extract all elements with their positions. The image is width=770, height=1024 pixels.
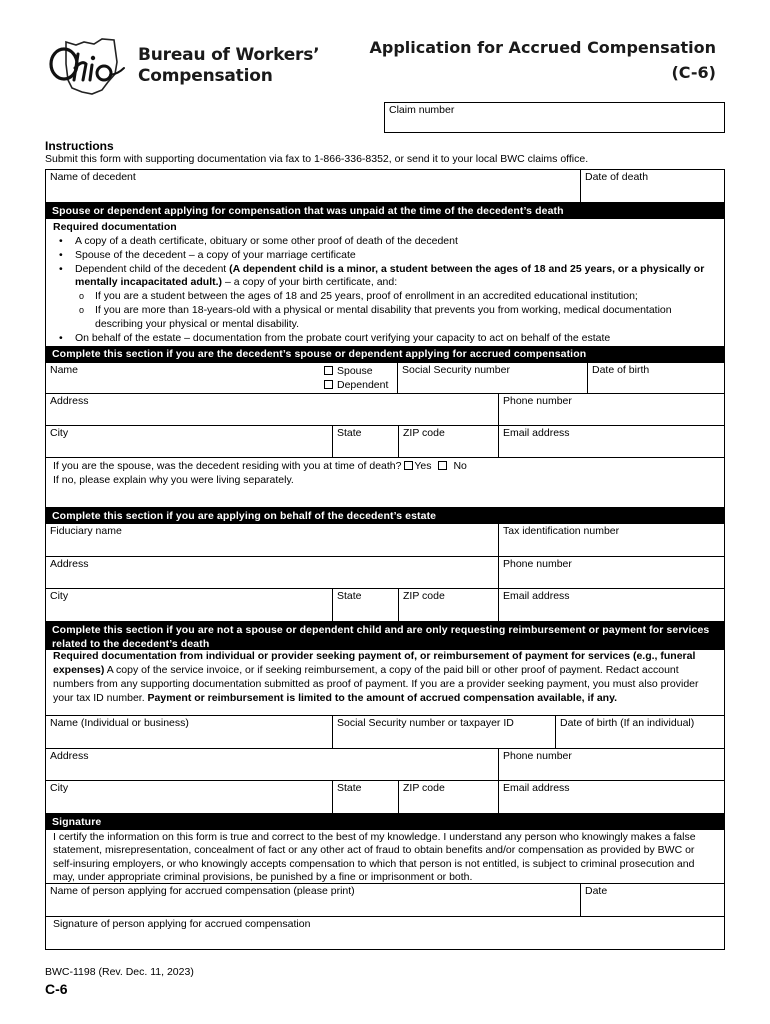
signature-date-field[interactable] <box>581 884 724 916</box>
spouse-req-block <box>45 219 725 346</box>
signature-label: Signature of person applying for accrued compensation <box>53 918 311 930</box>
other-req-limit: Payment or reimbursement is limited to the amount of accrued compensation available, if any. <box>147 691 618 704</box>
other-city-row <box>45 781 725 814</box>
other-req-block <box>45 650 725 715</box>
relationship-checks <box>324 364 388 392</box>
estate-address-row <box>45 557 725 589</box>
estate-city-row <box>45 589 725 622</box>
taxpayer-id-field[interactable] <box>333 716 556 748</box>
checkbox-icon <box>438 461 447 470</box>
applicant-name-row <box>45 883 725 917</box>
phone-label: Phone number <box>503 395 572 407</box>
email-field[interactable] <box>499 426 724 457</box>
checkbox-icon <box>404 461 413 470</box>
other-section-bar: Complete this section if you are not a spouse or dependent child and are only requesting reimbursement or payment for services related to the decedent’s death <box>45 622 725 650</box>
other-name-field[interactable] <box>46 716 333 748</box>
sub-list-item: o If you are a student between the ages of 18 and 25 years, proof of enrollment in an accredited educational institution; <box>75 290 717 304</box>
email-label: Email address <box>503 590 570 602</box>
city-label: City <box>50 590 69 602</box>
dependent-checkbox[interactable]: Dependent <box>324 378 388 392</box>
date-of-death-field[interactable] <box>581 170 724 202</box>
form-id: BWC-1198 (Rev. Dec. 11, 2023) <box>45 966 194 978</box>
date-of-death-label: Date of death <box>585 171 649 183</box>
spouse-city-row <box>45 426 725 458</box>
zip-field[interactable] <box>399 589 499 621</box>
address-field[interactable] <box>46 749 499 780</box>
signature-bar: Signature <box>45 814 725 830</box>
residing-question <box>53 460 717 474</box>
taxpayer-id-label: Social Security number or taxpayer ID <box>337 717 514 729</box>
other-address-row <box>45 749 725 781</box>
spouse-req-bar: Spouse or dependent applying for compensation that was unpaid at the time of the decedent’s death <box>45 203 725 219</box>
form-code: (C-6) <box>671 62 716 82</box>
decedent-name-label: Name of decedent <box>50 171 136 183</box>
other-name-row <box>45 715 725 749</box>
tax-id-field[interactable] <box>499 524 724 556</box>
spouse-name-row <box>45 362 725 394</box>
other-req-text: A copy of the service invoice, or if seeking reimbursement, a copy of the paid bill or other proof of payment. Redact account numbers from any supporting documentation submitted as proof of payment. If you are a provider seeking payment, you must also provider your tax ID number. <box>53 663 699 704</box>
sub-list <box>75 290 717 332</box>
city-field[interactable] <box>46 426 333 457</box>
list-item: • Spouse of the decedent – a copy of your marriage certificate <box>53 249 717 263</box>
phone-field[interactable] <box>499 749 724 780</box>
spouse-address-row <box>45 394 725 426</box>
other-dob-label: Date of birth (If an individual) <box>560 717 695 729</box>
other-dob-field[interactable] <box>556 716 724 748</box>
phone-label: Phone number <box>503 750 572 762</box>
checkbox-icon <box>324 366 333 375</box>
name-label: Name <box>50 364 79 376</box>
explain-field[interactable]: If no, please explain why you were living separately. <box>53 473 294 486</box>
fiduciary-label: Fiduciary name <box>50 525 122 537</box>
signature-field[interactable] <box>45 917 725 950</box>
dob-field[interactable] <box>588 363 724 393</box>
req-doc-list <box>53 235 717 346</box>
list-item: • On behalf of the estate – documentation from the probate court verifying your capacity to act on behalf of the estate <box>53 332 717 346</box>
phone-field[interactable] <box>499 557 724 588</box>
zip-label: ZIP code <box>403 590 445 602</box>
email-label: Email address <box>503 782 570 794</box>
req-doc-heading: Required documentation <box>53 221 177 233</box>
residing-question-text: If you are the spouse, was the decedent residing with you at time of death? <box>53 460 402 472</box>
decedent-name-field[interactable] <box>46 170 581 202</box>
ssn-label: Social Security number <box>402 364 510 376</box>
applicant-name-field[interactable] <box>46 884 581 916</box>
other-req-heading: Required documentation from individual or provider seeking payment of, or reimbursement of payment for services (e.g., funeral expenses) <box>53 650 696 676</box>
instructions-heading: Instructions <box>45 139 114 153</box>
phone-field[interactable] <box>499 394 724 425</box>
claim-number-field[interactable] <box>384 102 725 133</box>
spouse-name-field[interactable] <box>46 363 398 393</box>
zip-field[interactable] <box>399 781 499 813</box>
brand-line-2: Compensation <box>138 66 273 86</box>
fiduciary-row <box>45 524 725 557</box>
address-label: Address <box>50 558 89 570</box>
city-field[interactable] <box>46 781 333 813</box>
state-label: State <box>337 590 362 602</box>
bwc-logo <box>44 34 334 104</box>
state-label: State <box>337 782 362 794</box>
ohio-logo-icon <box>44 34 132 100</box>
claim-number-label: Claim number <box>389 104 455 116</box>
state-label: State <box>337 427 362 439</box>
ssn-field[interactable] <box>398 363 588 393</box>
address-label: Address <box>50 395 89 407</box>
address-field[interactable] <box>46 394 499 425</box>
zip-label: ZIP code <box>403 782 445 794</box>
no-checkbox[interactable]: No <box>438 460 466 472</box>
form-title-block <box>370 36 716 86</box>
zip-label: ZIP code <box>403 427 445 439</box>
address-label: Address <box>50 750 89 762</box>
list-item: • Dependent child of the decedent (A dependent child is a minor, a student between the ages of 18 and 25 years, or a physically or mentally incapacitated adult.) – a copy of your birth certificate, and: o If you are a student between the ages of 18 and 25 years, proof of enrollment in an accredited educational institution; o If you are more than 18-years-old with a physical or mental disability that prevents you from working, medical documentation describing your physical or mental disability. <box>53 263 717 332</box>
applicant-name-label: Name of person applying for accrued compensation (please print) <box>50 885 355 897</box>
other-name-label: Name (Individual or business) <box>50 717 189 729</box>
fiduciary-name-field[interactable] <box>46 524 499 556</box>
city-field[interactable] <box>46 589 333 621</box>
signature-date-label: Date <box>585 885 608 897</box>
city-label: City <box>50 427 69 439</box>
spouse-checkbox[interactable]: Spouse <box>324 364 388 378</box>
certification-text: I certify the information on this form is true and correct to the best of my knowledge. I understand any person who knowingly makes a false statement, misrepresentation, concealment of fact or any other act of fraud to obtain benefits and/or compensation as provided by BWC or self-insuring employers, or who knowingly accepts compensation to which that person is not entitled, is subject to criminal prosecution and may, under appropriate criminal provisions, be punished by a fine or imprisonment or both. <box>45 830 725 883</box>
checkbox-icon <box>324 380 333 389</box>
estate-section-bar: Complete this section if you are applying on behalf of the decedent’s estate <box>45 508 725 524</box>
form-title: Application for Accrued Compensation <box>369 38 716 57</box>
address-field[interactable] <box>46 557 499 588</box>
state-field[interactable] <box>333 781 399 813</box>
brand-line-1: Bureau of Workers’ <box>138 45 320 65</box>
decedent-row <box>45 169 725 203</box>
dob-label: Date of birth <box>592 364 650 376</box>
state-field[interactable] <box>333 589 399 621</box>
email-field[interactable] <box>499 781 724 813</box>
email-field[interactable] <box>499 589 724 621</box>
email-label: Email address <box>503 427 570 439</box>
city-label: City <box>50 782 69 794</box>
spouse-section-bar: Complete this section if you are the decedent’s spouse or dependent applying for accrued compensation <box>45 346 725 362</box>
zip-field[interactable] <box>399 426 499 457</box>
instructions-text: Submit this form with supporting documentation via fax to 1-866-336-8352, or send it to your local BWC claims office. <box>45 153 589 165</box>
yes-checkbox[interactable]: Yes <box>404 460 431 472</box>
tax-id-label: Tax identification number <box>503 525 620 537</box>
sub-list-item: o If you are more than 18-years-old with a physical or mental disability that prevents you from working, medical documentation describing your physical or mental disability. <box>75 304 717 332</box>
state-field[interactable] <box>333 426 399 457</box>
footer-code: C-6 <box>45 981 68 997</box>
phone-label: Phone number <box>503 558 572 570</box>
residing-row <box>45 458 725 508</box>
list-item: • A copy of a death certificate, obituary or some other proof of death of the decedent <box>53 235 717 249</box>
